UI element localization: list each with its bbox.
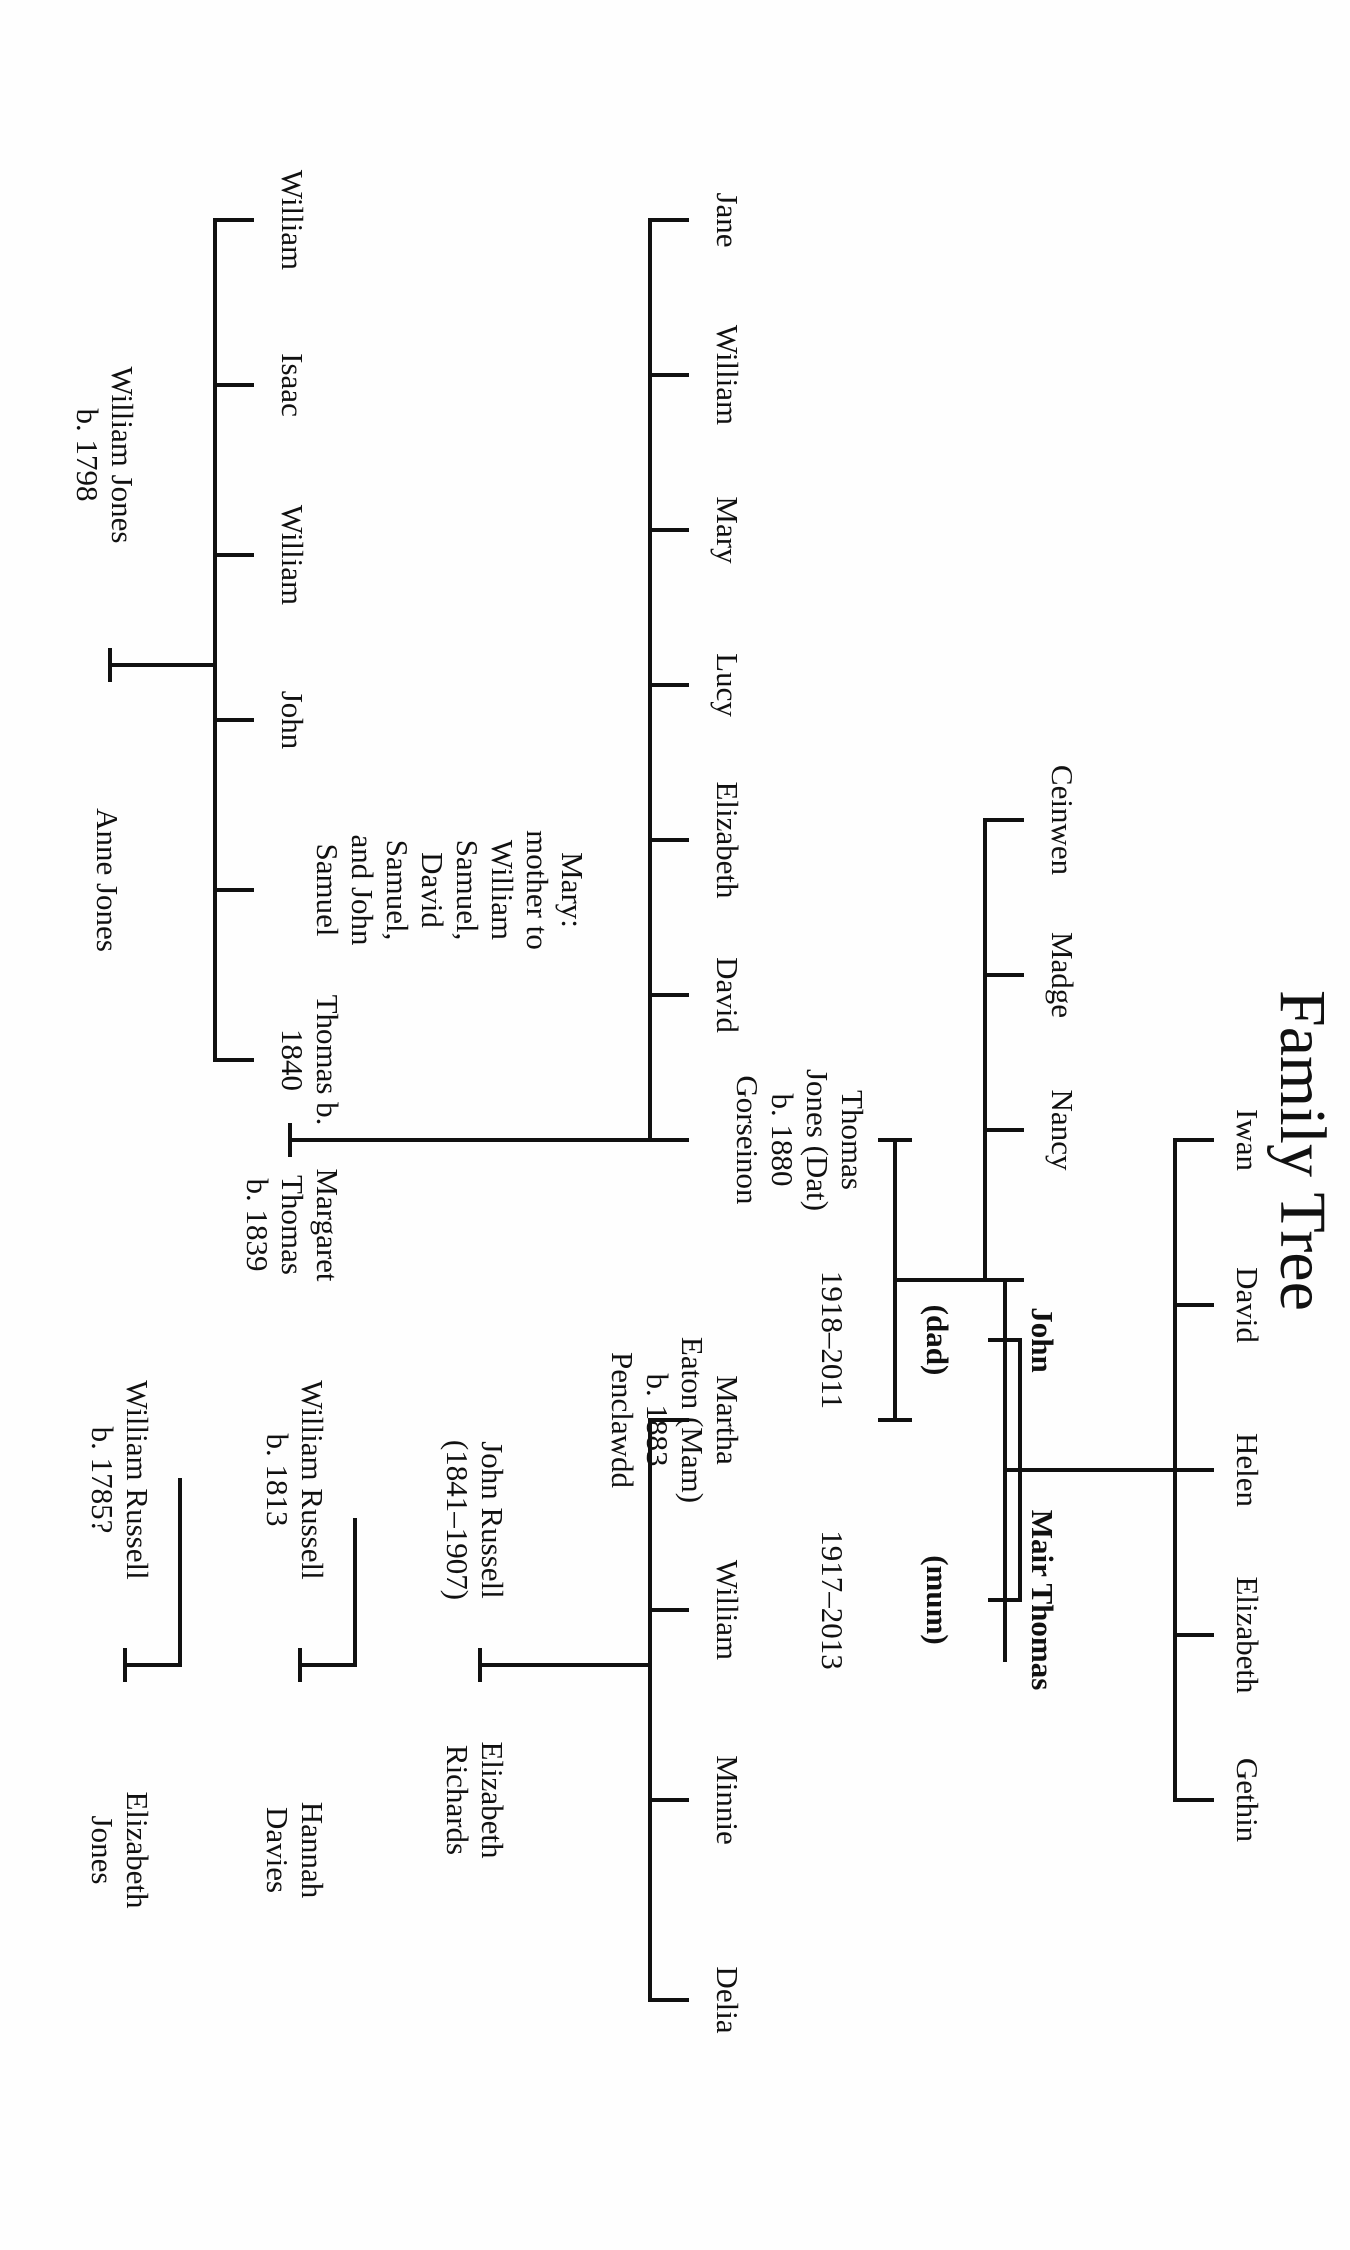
person-grandchild: Gethin [1230,1757,1265,1843]
person-thomas-child: Jane [710,192,745,248]
person-thomas-jones-dat: Thomas Jones (Dat) b. 1880 Gorseinon [730,1068,870,1212]
person-thomas-child: Mary [710,496,745,564]
person-elizabeth-jones: Elizabeth Jones [85,1791,155,1909]
person-grandchild: Elizabeth [1230,1576,1265,1694]
person-dat-child: Madge [1045,931,1080,1019]
person-dat-child: Ceinwen [1045,764,1080,876]
mair-mum-years: 1917–2013 [815,1530,850,1670]
person-mary: Mary: mother to William Samuel, David Samuel, and John Samuel [310,830,590,950]
person-jones-child: William [275,169,310,271]
person-jones-child: John [275,690,310,750]
person-margaret-thomas: Margaret Thomas b. 1839 [240,1168,345,1282]
mair-mum-note: (mum) [920,1555,955,1645]
person-thomas-child: David [710,957,745,1033]
person-martha-eaton: Martha Eaton (Mam) b. 1883 Penclawdd [605,1336,745,1504]
john-dad-note: (dad) [920,1304,955,1376]
person-russell-child: Delia [710,1966,745,2034]
person-jones-child: Isaac [275,353,310,417]
person-elizabeth-richards: Elizabeth Richards [440,1741,510,1859]
person-thomas-child: William [710,324,745,426]
person-hannah-davies: Hannah Davies [260,1801,330,1899]
person-john-dad [745,1271,1130,1409]
person-mair-thomas-mum [745,1510,1130,1691]
person-thomas-child: Elizabeth [710,781,745,899]
john-dad-name: John [1025,1307,1060,1373]
person-grandchild: David [1230,1267,1265,1343]
person-john-russell: John Russell (1841–1907) [440,1439,510,1601]
person-russell-child: Minnie [710,1755,745,1845]
person-dat-child: Nancy [1045,1089,1080,1171]
person-grandchild: Helen [1230,1432,1265,1508]
person-russell-child: William [710,1559,745,1661]
person-jones-child: William [275,504,310,606]
person-thomas-child: Lucy [710,653,745,717]
person-thomas-1840: Thomas b. 1840 [275,994,345,1126]
person-anne-jones: Anne Jones [90,808,125,952]
mair-mum-name: Mair Thomas [1025,1509,1060,1691]
john-dad-years: 1918–2011 [815,1270,850,1410]
person-william-jones: William Jones b. 1798 [70,366,140,544]
person-william-russell-1813: William Russell b. 1813 [260,1380,330,1580]
page-title: Family Tree [1266,990,1339,1311]
person-grandchild: Iwan [1230,1109,1265,1171]
person-william-russell-1785: William Russell b. 1785? [85,1380,155,1580]
